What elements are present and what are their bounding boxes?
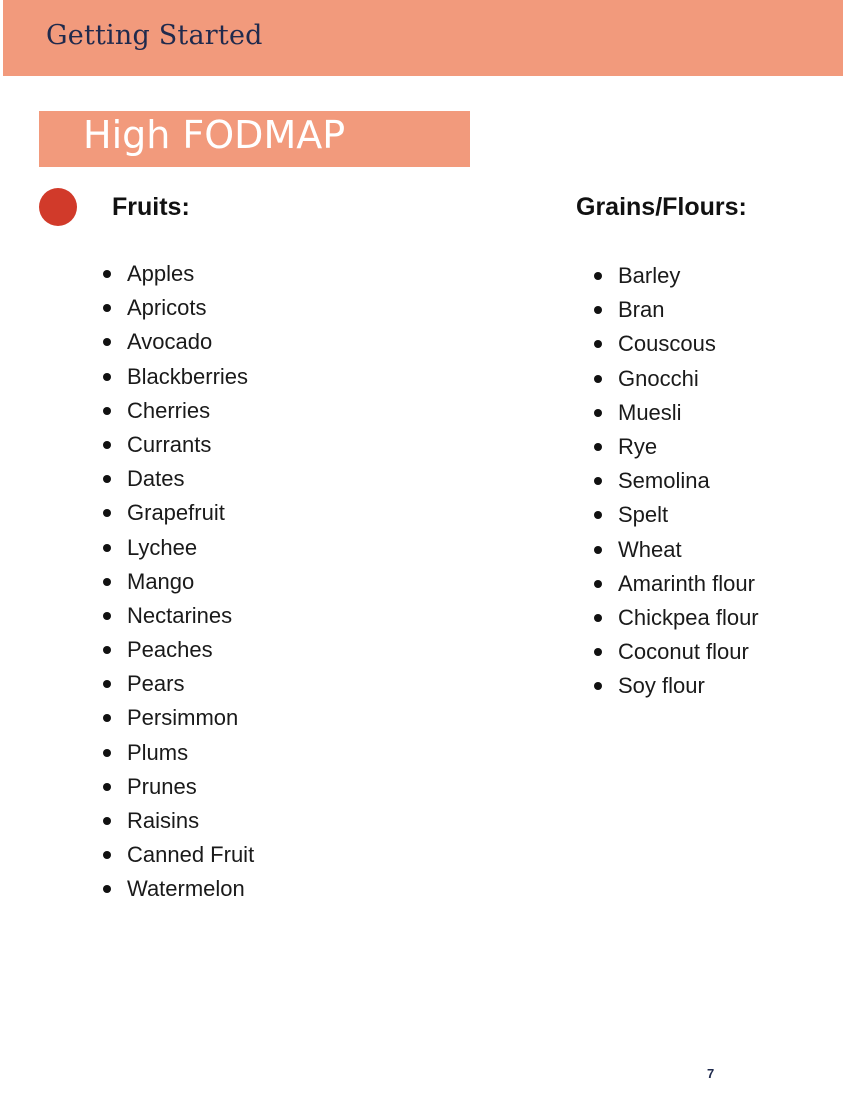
list-item-label: Raisins [127, 808, 200, 833]
list-item-label: Cherries [127, 397, 211, 423]
header-title: Getting Started [46, 20, 263, 51]
list-item-label: Bran [618, 297, 665, 323]
fruits-heading: Fruits: [112, 193, 190, 221]
bullet-icon [103, 441, 111, 449]
bullet-icon [103, 851, 111, 859]
bullet-icon [594, 443, 602, 451]
list-item [591, 567, 759, 601]
list-item-label: Lychee [127, 534, 198, 560]
section-title: High FODMAP [83, 113, 346, 157]
bullet-icon [103, 373, 111, 381]
list-item-label: Soy flour [618, 673, 705, 699]
bullet-icon [594, 306, 602, 314]
list-item [100, 736, 254, 770]
bullet-icon [103, 475, 111, 483]
list-item-label: Plums [127, 739, 189, 765]
list-item [100, 701, 254, 735]
list-item [100, 291, 254, 325]
list-item [100, 531, 254, 565]
list-item [100, 599, 254, 633]
bullet-icon [103, 749, 111, 757]
list-item-label: Persimmon [127, 705, 239, 731]
list-item [100, 667, 254, 701]
bullet-icon [594, 511, 602, 519]
bullet-icon [103, 407, 111, 415]
list-item-label: Semolina [618, 468, 710, 494]
list-item [100, 804, 254, 838]
bullet-icon [594, 409, 602, 417]
list-item [591, 498, 759, 532]
page-number: 7 [707, 1066, 715, 1081]
list-item [100, 565, 254, 599]
list-item-label: Gnocchi [618, 365, 699, 391]
list-item [100, 838, 254, 872]
bullet-icon [594, 682, 602, 690]
list-item [591, 327, 759, 361]
list-item-label: Spelt [618, 502, 669, 528]
list-item-label: Dates [127, 466, 185, 492]
list-item-label: Blackberries [127, 363, 249, 389]
bullet-icon [594, 614, 602, 622]
bullet-icon [103, 338, 111, 346]
bullet-icon [103, 612, 111, 620]
list-item [100, 872, 254, 906]
list-item [100, 325, 254, 359]
list-item [591, 533, 759, 567]
list-item-label: Nectarines [127, 602, 233, 628]
section-banner [39, 111, 470, 167]
list-item [591, 362, 759, 396]
grains-list [591, 259, 759, 703]
list-item [591, 669, 759, 703]
list-item [100, 394, 254, 428]
red-dot-icon [39, 188, 77, 226]
bullet-icon [594, 580, 602, 588]
list-item-label: Coconut flour [618, 639, 749, 665]
list-item [591, 635, 759, 669]
list-item [100, 257, 254, 291]
bullet-icon [594, 340, 602, 348]
list-item [100, 462, 254, 496]
list-item-label: Currants [127, 431, 212, 457]
bullet-icon [103, 885, 111, 893]
bullet-icon [594, 272, 602, 280]
list-item [591, 601, 759, 635]
list-item-label: Amarinth flour [618, 570, 755, 596]
list-item [100, 633, 254, 667]
list-item-label: Couscous [618, 331, 716, 357]
bullet-icon [103, 817, 111, 825]
bullet-icon [103, 270, 111, 278]
list-item-label: Canned Fruit [127, 842, 255, 868]
list-item [591, 396, 759, 430]
list-item-label: Watermelon [127, 876, 245, 902]
list-item [100, 428, 254, 462]
list-item [591, 430, 759, 464]
bullet-icon [103, 509, 111, 517]
bullet-icon [594, 648, 602, 656]
list-item-label: Barley [618, 263, 681, 288]
list-item [591, 464, 759, 498]
list-item [100, 360, 254, 394]
bullet-icon [103, 783, 111, 791]
bullet-icon [103, 304, 111, 312]
bullet-icon [594, 477, 602, 485]
list-item-label: Grapefruit [127, 500, 225, 526]
list-item [591, 259, 759, 293]
bullet-icon [103, 646, 111, 654]
list-item-label: Apricots [127, 295, 207, 321]
bullet-icon [594, 375, 602, 383]
bullet-icon [103, 680, 111, 688]
bullet-icon [594, 546, 602, 554]
grains-heading: Grains/Flours: [576, 193, 747, 221]
list-item-label: Chickpea flour [618, 604, 759, 630]
bullet-icon [103, 714, 111, 722]
list-item-label: Avocado [127, 329, 213, 355]
list-item [100, 770, 254, 804]
fruits-list [100, 257, 254, 907]
list-item-label: Rye [618, 433, 658, 459]
list-item-label: Wheat [618, 536, 682, 562]
list-item-label: Apples [127, 261, 195, 286]
bullet-icon [103, 544, 111, 552]
list-item-label: Peaches [127, 637, 213, 663]
list-item-label: Muesli [618, 399, 682, 425]
list-item-label: Prunes [127, 773, 197, 799]
list-item-label: Pears [127, 671, 185, 697]
list-item-label: Mango [127, 568, 195, 594]
bullet-icon [103, 578, 111, 586]
list-item [591, 293, 759, 327]
list-item [100, 496, 254, 530]
